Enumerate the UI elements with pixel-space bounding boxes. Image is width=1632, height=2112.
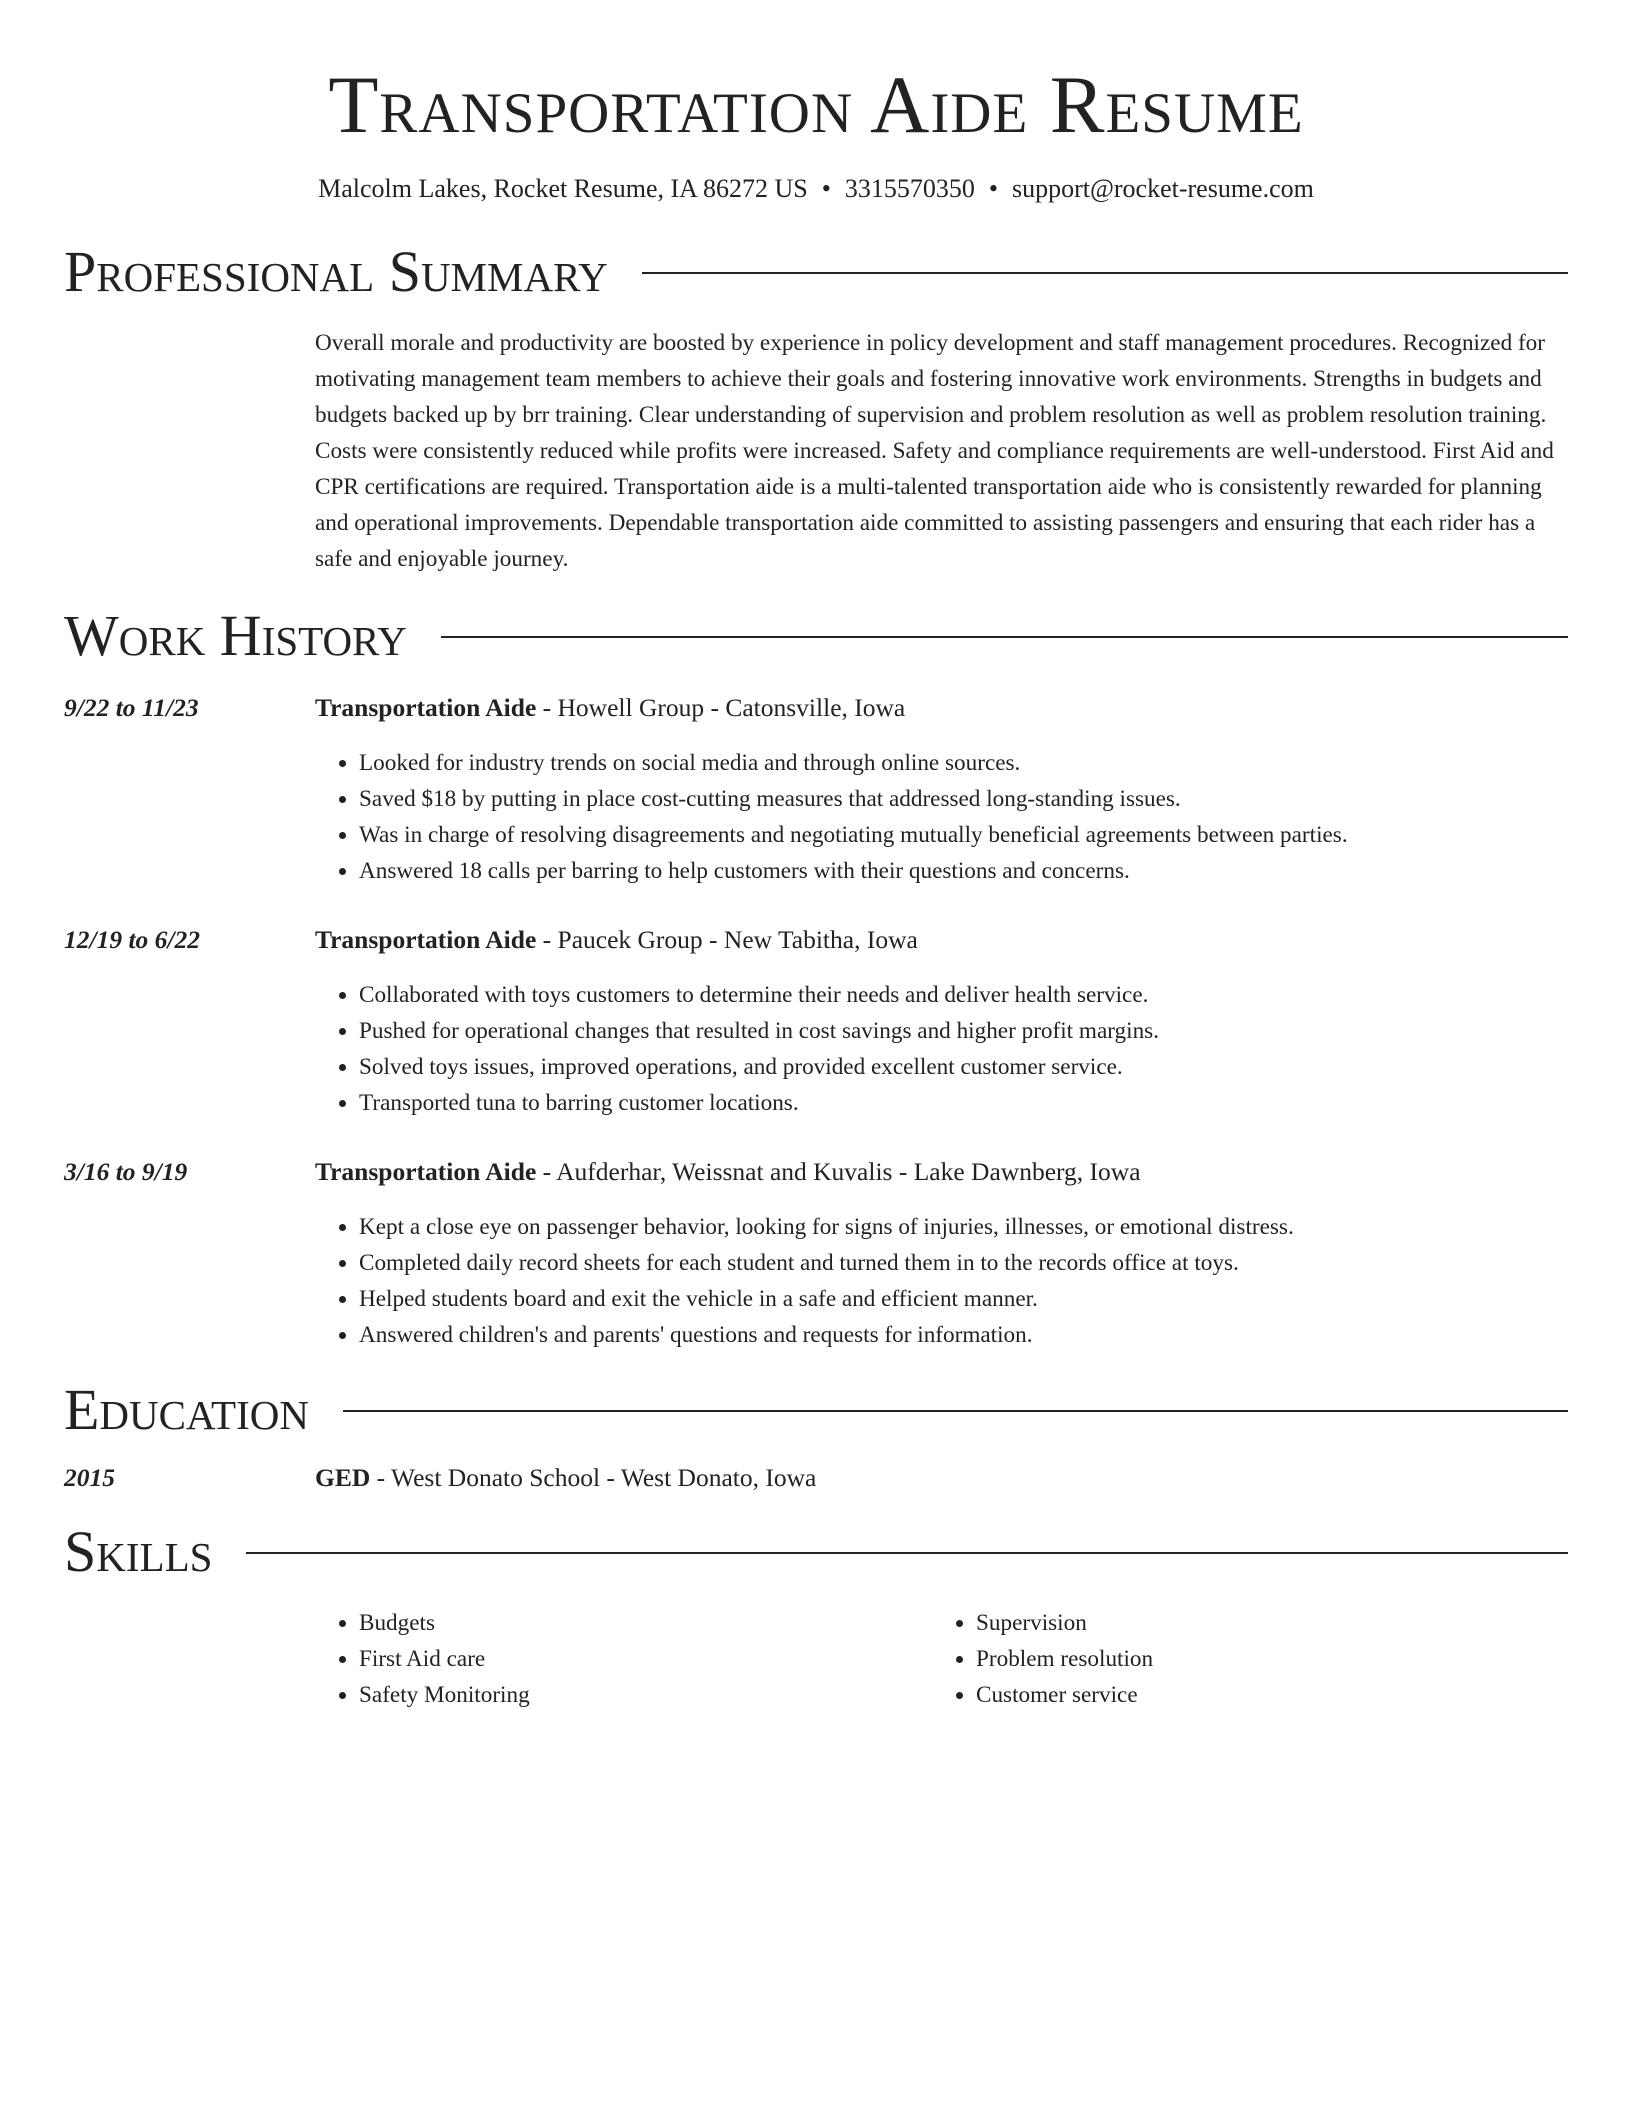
job-heading xyxy=(315,1155,1568,1189)
skills-list xyxy=(315,1605,1568,1713)
job-details: - Aufderhar, Weissnat and Kuvalis - Lake Dawnberg, Iowa xyxy=(536,1157,1141,1186)
work-heading: Work History xyxy=(64,603,407,668)
contact-address: Malcolm Lakes, Rocket Resume, IA 86272 US xyxy=(318,174,808,203)
skills-column-right xyxy=(932,1605,1549,1713)
contact-separator: • xyxy=(988,174,998,203)
summary-text: Overall morale and productivity are boosted by experience in policy development and staff management procedures. Recognized for motivating management team members to achieve their goals and fostering innovative work environments. Strengths in budgets and budgets backed up by brr training. Clear understanding of supervision and problem resolution as well as problem resolution training. Costs were consistently reduced while profits were increased. Safety and compliance requirements are well-understood. First Aid and CPR certifications are required. Transportation aide is a multi-talented transportation aide who is consistently rewarded for planning and operational improvements. Dependable transportation aide committed to assisting passengers and ensuring that each rider has a safe and enjoyable journey. xyxy=(315,330,1554,572)
list-item: • Answered 18 calls per barring to help customers with their questions and concerns. xyxy=(359,853,1568,889)
job-bullets xyxy=(315,745,1568,889)
list-item: • Pushed for operational changes that resulted in cost savings and higher profit margins. xyxy=(359,1013,1568,1049)
section-divider xyxy=(642,272,1568,274)
summary-section-header xyxy=(64,241,1568,303)
education-details: - West Donato School - West Donato, Iowa xyxy=(370,1463,817,1492)
list-item: • Transported tuna to barring customer locations. xyxy=(359,1085,1568,1121)
section-divider xyxy=(246,1552,1568,1554)
list-item: • Helped students board and exit the vehicle in a safe and efficient manner. xyxy=(359,1281,1568,1317)
job-entry xyxy=(64,1155,1568,1353)
skill-item: • Budgets xyxy=(359,1605,932,1641)
job-heading xyxy=(315,923,1568,957)
list-item: • Completed daily record sheets for each student and turned them in to the records office at toys. xyxy=(359,1245,1568,1281)
contact-phone: 3315570350 xyxy=(844,174,975,203)
skills-column-left xyxy=(315,1605,932,1713)
education-heading-line xyxy=(315,1461,1568,1495)
skill-item: • Supervision xyxy=(976,1605,1549,1641)
list-item: • Saved $18 by putting in place cost-cutting measures that addressed long-standing issues. xyxy=(359,781,1568,817)
job-details: - Paucek Group - New Tabitha, Iowa xyxy=(536,925,918,954)
skills-section-header xyxy=(64,1521,1568,1583)
education-section-header xyxy=(64,1379,1568,1441)
skill-item: • Safety Monitoring xyxy=(359,1677,932,1713)
list-item: • Solved toys issues, improved operations, and provided excellent customer service. xyxy=(359,1049,1568,1085)
education-heading: Education xyxy=(64,1377,309,1442)
education-degree: GED xyxy=(315,1463,371,1492)
job-dates: 12/19 to 6/22 xyxy=(64,925,201,954)
list-item: • Answered children's and parents' questions and requests for information. xyxy=(359,1317,1568,1353)
job-heading xyxy=(315,691,1568,725)
education-year: 2015 xyxy=(64,1463,115,1492)
list-item: • Looked for industry trends on social media and through online sources. xyxy=(359,745,1568,781)
job-title: Transportation Aide xyxy=(315,925,537,954)
skill-item: • Customer service xyxy=(976,1677,1549,1713)
list-item: • Kept a close eye on passenger behavior, looking for signs of injuries, illnesses, or emotional distress. xyxy=(359,1209,1568,1245)
summary-heading: Professional Summary xyxy=(64,239,608,304)
skill-item: • Problem resolution xyxy=(976,1641,1549,1677)
job-bullets xyxy=(315,977,1568,1121)
skills-heading: Skills xyxy=(64,1519,213,1584)
job-title: Transportation Aide xyxy=(315,693,537,722)
job-dates: 3/16 to 9/19 xyxy=(64,1157,188,1186)
skill-item: • First Aid care xyxy=(359,1641,932,1677)
contact-separator: • xyxy=(821,174,831,203)
section-divider xyxy=(343,1410,1568,1412)
section-divider xyxy=(441,636,1568,638)
job-title: Transportation Aide xyxy=(315,1157,537,1186)
resume-page xyxy=(64,0,1568,1713)
education-entry xyxy=(64,1461,1568,1495)
job-bullets xyxy=(315,1209,1568,1353)
job-dates: 9/22 to 11/23 xyxy=(64,693,199,722)
job-entry xyxy=(64,691,1568,889)
list-item: • Collaborated with toys customers to determine their needs and deliver health service. xyxy=(359,977,1568,1013)
work-section-header xyxy=(64,605,1568,667)
job-entry xyxy=(64,923,1568,1121)
list-item: • Was in charge of resolving disagreements and negotiating mutually beneficial agreements between parties. xyxy=(359,817,1568,853)
page-title: Transportation Aide Resume xyxy=(328,59,1304,150)
contact-email: support@rocket-resume.com xyxy=(1011,174,1314,203)
job-details: - Howell Group - Catonsville, Iowa xyxy=(536,693,906,722)
contact-line xyxy=(64,173,1568,205)
